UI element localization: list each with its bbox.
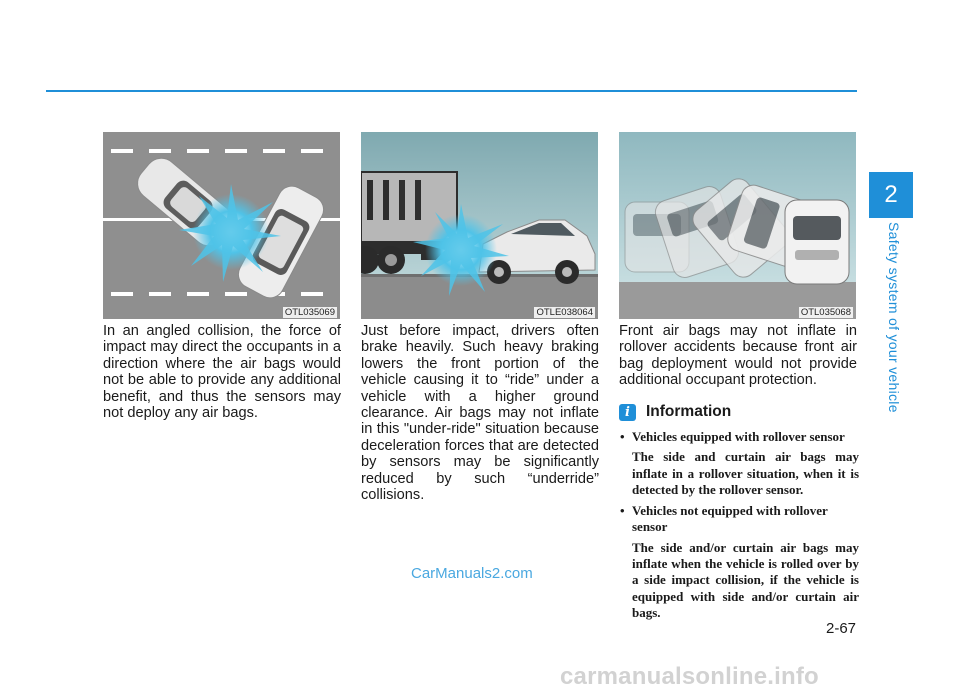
list-item xyxy=(619,503,859,621)
list-item-body: The side and curtain air bags may inflate in a rollover situation, when it is detected by the rollover sensor. xyxy=(632,449,859,497)
underride-illustration xyxy=(361,132,598,319)
bullet: • xyxy=(620,429,625,444)
information-icon: i xyxy=(619,404,636,421)
figure-angled-collision xyxy=(103,132,340,319)
underride-text: Just before impact, drivers often brake heavily. Such heavy braking lowers the front portion of the vehicle causing it to “ride” under a vehicle with a higher ground clearance. Air bags may not inflate in this "under-ride" situation because deceleration forces that are detected by sensors may be significantly reduced by such “underride” collisions. xyxy=(361,323,599,504)
footer-watermark: carmanualsonline.info xyxy=(560,663,819,690)
information-title: Information xyxy=(646,403,732,420)
chapter-tab xyxy=(869,172,913,218)
figure-code: OTLE038064 xyxy=(536,307,593,318)
figure-rollover xyxy=(619,132,856,319)
chapter-number: 2 xyxy=(884,181,898,208)
list-item-body: The side and/or curtain air bags may inflate when the vehicle is rolled over by a side impact collision, if the vehicle is equipped with side and/or curtain air bags. xyxy=(632,539,859,620)
angled-collision-illustration xyxy=(103,132,340,319)
rollover-illustration xyxy=(619,132,856,319)
figure-underride xyxy=(361,132,598,319)
list-item xyxy=(619,429,859,498)
list-item-heading: Vehicles equipped with rollover sensor xyxy=(632,429,845,444)
figure-code: OTL035068 xyxy=(800,307,851,318)
page-number: 2-67 xyxy=(826,620,857,637)
information-header xyxy=(619,403,731,421)
watermark-link[interactable]: CarManuals2.com xyxy=(411,565,533,582)
header-rule xyxy=(46,90,857,92)
rollover-text: Front air bags may not inflate in rollover accidents because front air bag deployment would not provide additional occupant protection. xyxy=(619,323,857,389)
angled-collision-text: In an angled collision, the force of impact may direct the occupants in a direction where the air bags would not be able to provide any additional benefit, and thus the sensors may not deploy any air bags. xyxy=(103,323,341,422)
list-item-heading: Vehicles not equipped with rollover sensor xyxy=(632,503,828,535)
bullet: • xyxy=(620,503,625,519)
chapter-title: Safety system of your vehicle xyxy=(886,222,902,413)
figure-code: OTL035069 xyxy=(284,307,335,318)
information-list xyxy=(619,429,859,621)
